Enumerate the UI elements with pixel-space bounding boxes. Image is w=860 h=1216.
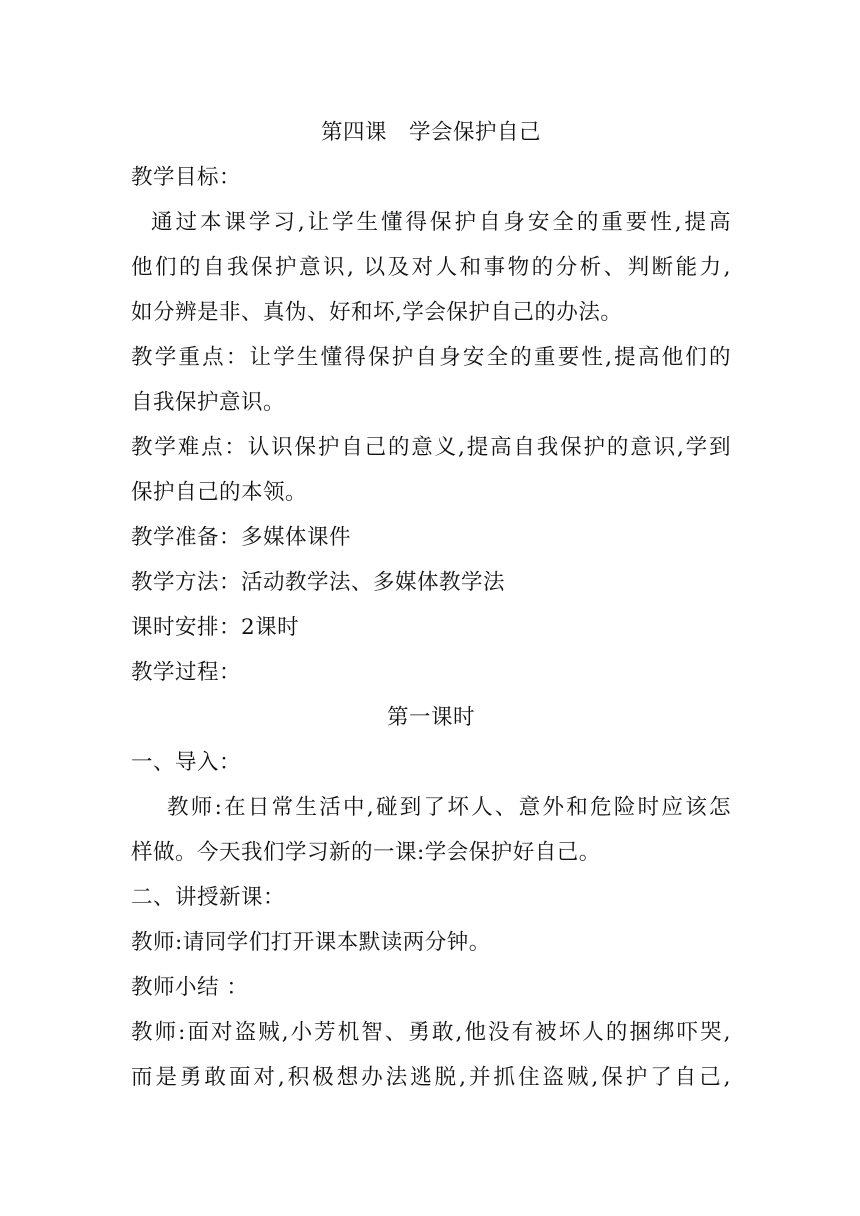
document-page (131, 110, 731, 1100)
first-period-heading: 第一课时 (386, 705, 475, 730)
section-intro-heading: 一、导入： (131, 750, 242, 775)
teaching-goals-text-3: 如分辨是非、真伪、好和坏,学会保护自己的办法。 (131, 300, 623, 325)
section-new-lesson-heading: 二、讲授新课： (131, 885, 286, 910)
teaching-methods: 教学方法：活动教学法、多媒体教学法 (131, 570, 506, 595)
class-schedule: 课时安排：2课时 (131, 615, 300, 640)
teaching-process-heading: 教学过程： (131, 660, 242, 685)
teaching-goals-text-2: 他们的自我保护意识, 以及对人和事物的分析、判断能力, (131, 255, 731, 280)
teaching-difficulty-1: 教学难点：认识保护自己的意义,提高自我保护的意识,学到 (131, 435, 731, 460)
new-lesson-text: 教师:请同学们打开课本默读两分钟。 (131, 930, 491, 955)
intro-text-1: 教师:在日常生活中,碰到了坏人、意外和危险时应该怎 (167, 795, 731, 820)
teaching-preparation: 教学准备：多媒体课件 (131, 525, 352, 550)
teaching-goals-heading: 教学目标： (131, 165, 242, 190)
summary-text-1: 教师:面对盗贼,小芳机智、勇敢,他没有被坏人的捆绑吓哭, (131, 1020, 731, 1045)
teaching-difficulty-2: 保护自己的本领。 (131, 480, 308, 505)
teacher-summary-heading: 教师小结 ： (131, 975, 249, 1000)
summary-text-2: 而是勇敢面对,积极想办法逃脱,并抓住盗贼,保护了自己, (131, 1065, 731, 1090)
teaching-focus-2: 自我保护意识。 (131, 390, 286, 415)
lesson-title: 第四课 学会保护自己 (320, 120, 541, 145)
teaching-focus-1: 教学重点：让学生懂得保护自身安全的重要性,提高他们的 (131, 345, 731, 370)
teaching-goals-text-1: 通过本课学习,让学生懂得保护自身安全的重要性,提高 (151, 210, 731, 235)
intro-text-2: 样做。今天我们学习新的一课:学会保护好自己。 (131, 840, 601, 865)
